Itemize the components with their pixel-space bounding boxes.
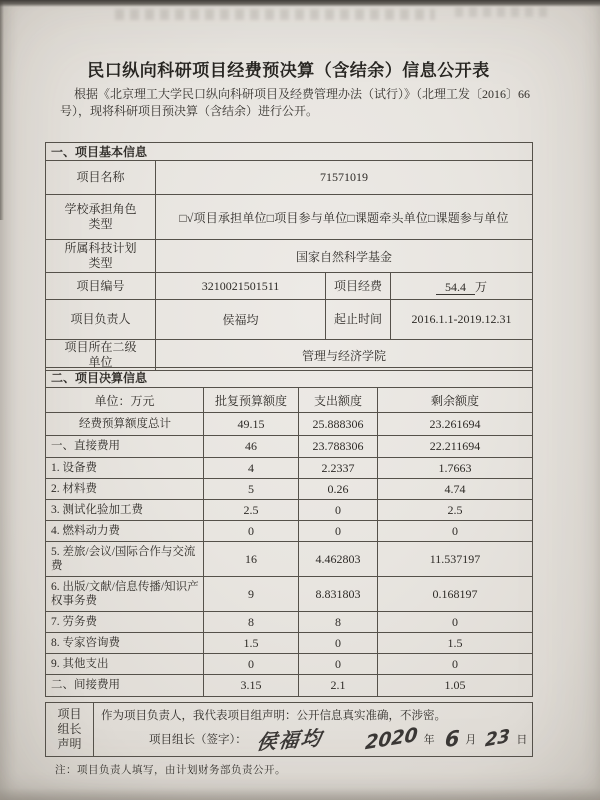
cell-remaining: 1.7663	[378, 458, 533, 479]
cell-remaining: 2.5	[378, 500, 533, 521]
handwritten-year: 2020	[364, 723, 419, 754]
cell-remaining: 0.168197	[378, 577, 533, 612]
cell-budget: 1.5	[204, 633, 299, 654]
cell-remaining: 11.537197	[378, 542, 533, 577]
cell-budget: 9	[204, 577, 299, 612]
cell-budget: 46	[204, 436, 299, 458]
fund-label: 项目经费	[326, 273, 391, 300]
photo-left-edge	[0, 0, 4, 220]
section1-header-row	[46, 143, 533, 161]
document-title: 民口纵向科研项目经费预决算（含结余）信息公开表	[87, 61, 490, 80]
project-code-label: 项目编号	[46, 273, 156, 300]
leader-value: 侯福均	[156, 300, 326, 340]
cell-spent: 0	[299, 521, 378, 542]
cell-budget: 2.5	[204, 500, 299, 521]
column-header-budget: 批复预算额度	[204, 388, 299, 413]
project-name-value: 71571019	[156, 161, 533, 195]
declaration-statement: 作为项目负责人，我代表项目组声明：公开信息真实准确，不涉密。	[101, 710, 446, 722]
table-row	[46, 500, 533, 521]
cell-spent: 23.788306	[299, 436, 378, 458]
row-label: 一、直接费用	[46, 436, 204, 458]
table-row	[46, 577, 533, 612]
cell-spent: 4.462803	[299, 542, 378, 577]
signature-row	[94, 724, 532, 753]
table-row	[46, 436, 533, 458]
settlement-table	[45, 367, 533, 697]
row-label: 6. 出版/文献/信息传播/知识产权事务费	[46, 577, 204, 612]
column-header-unit: 单位：万元	[46, 388, 204, 413]
table-row	[46, 340, 533, 371]
cell-budget: 16	[204, 542, 299, 577]
year-suffix: 年	[423, 733, 435, 746]
cell-remaining: 23.261694	[378, 413, 533, 436]
period-value: 2016.1.1-2019.12.31	[391, 300, 533, 340]
section2-title: 二、项目决算信息	[46, 368, 533, 388]
cell-spent: 25.888306	[299, 413, 378, 436]
basic-info-table	[45, 142, 533, 371]
row-label: 7. 劳务费	[46, 612, 204, 633]
row-label: 2. 材料费	[46, 479, 204, 500]
leader-label: 项目负责人	[46, 300, 156, 340]
cell-budget: 4	[204, 458, 299, 479]
project-code-value: 3210021501511	[156, 273, 326, 300]
cell-remaining: 0	[378, 654, 533, 675]
cell-spent: 2.1	[299, 675, 378, 697]
table-row	[46, 521, 533, 542]
photo-bottom-edge	[0, 788, 600, 800]
cell-spent: 0	[299, 654, 378, 675]
plan-type-label: 所属科技计划类型	[46, 240, 156, 273]
cell-budget: 0	[204, 654, 299, 675]
role-type-label: 学校承担角色类型	[46, 195, 156, 240]
month-suffix: 月	[465, 733, 477, 746]
cell-remaining: 0	[378, 521, 533, 542]
cell-spent: 8.831803	[299, 577, 378, 612]
cell-budget: 5	[204, 479, 299, 500]
cell-remaining: 1.5	[378, 633, 533, 654]
footnote: 注：项目负责人填写，由计划财务部负责公开。	[55, 765, 286, 776]
table-row	[46, 654, 533, 675]
photo-top-edge	[0, 0, 600, 7]
cell-budget: 0	[204, 521, 299, 542]
role-type-checkboxes: □√项目承担单位□项目参与单位□课题牵头单位□课题参与单位	[156, 195, 533, 240]
period-label: 起止时间	[326, 300, 391, 340]
declaration-row	[46, 703, 533, 757]
row-label: 1. 设备费	[46, 458, 204, 479]
fund-value: 54.4 万	[391, 273, 533, 300]
column-header-row	[46, 388, 533, 413]
cell-remaining: 1.05	[378, 675, 533, 697]
dept-value: 管理与经济学院	[156, 340, 533, 371]
declaration-content	[94, 703, 533, 757]
table-row	[46, 300, 533, 340]
cell-spent: 8	[299, 612, 378, 633]
table-row	[46, 542, 533, 577]
cell-remaining: 22.211694	[378, 436, 533, 458]
cell-remaining: 0	[378, 612, 533, 633]
row-label: 经费预算额度总计	[46, 413, 204, 436]
project-name-label: 项目名称	[46, 161, 156, 195]
cell-spent: 0	[299, 633, 378, 654]
table-row	[46, 413, 533, 436]
row-label: 3. 测试化验加工费	[46, 500, 204, 521]
column-header-remaining: 剩余额度	[378, 388, 533, 413]
cell-budget: 49.15	[204, 413, 299, 436]
cell-spent: 0	[299, 500, 378, 521]
cell-budget: 3.15	[204, 675, 299, 697]
bleed-through-artifact	[115, 9, 435, 20]
row-label: 8. 专家咨询费	[46, 633, 204, 654]
declaration-label: 项目组长声明	[46, 703, 94, 757]
handwritten-month: 6	[444, 725, 460, 752]
column-header-spent: 支出额度	[299, 388, 378, 413]
handwritten-day: 23	[484, 725, 511, 752]
table-row	[46, 612, 533, 633]
document-intro: 根据《北京理工大学民口纵向科研项目及经费管理办法（试行）》（北理工发〔2016〕66 号），现将科研项目预决算（含结余）进行公开。	[60, 87, 531, 118]
cell-budget: 8	[204, 612, 299, 633]
table-row	[46, 273, 533, 300]
row-label: 9. 其他支出	[46, 654, 204, 675]
dept-label: 项目所在二级单位	[46, 340, 156, 371]
declaration-table	[45, 702, 533, 757]
cell-spent: 2.2337	[299, 458, 378, 479]
cell-remaining: 4.74	[378, 479, 533, 500]
table-row	[46, 161, 533, 195]
row-label: 5. 差旅/会议/国际合作与交流费	[46, 542, 204, 577]
leader-handwritten-signature: 侯福均	[254, 725, 325, 755]
section1-title: 一、项目基本信息	[46, 143, 533, 161]
table-row	[46, 240, 533, 273]
row-label: 4. 燃料动力费	[46, 521, 204, 542]
section2-header-row	[46, 368, 533, 388]
sign-label: 项目组长（签字）：	[149, 733, 247, 746]
day-suffix: 日	[516, 733, 528, 746]
plan-type-value: 国家自然科学基金	[156, 240, 533, 273]
table-row	[46, 195, 533, 240]
table-row	[46, 458, 533, 479]
table-row	[46, 633, 533, 654]
bleed-through-artifact	[455, 7, 550, 17]
table-row	[46, 479, 533, 500]
row-label: 二、间接费用	[46, 675, 204, 697]
table-row	[46, 675, 533, 697]
cell-spent: 0.26	[299, 479, 378, 500]
